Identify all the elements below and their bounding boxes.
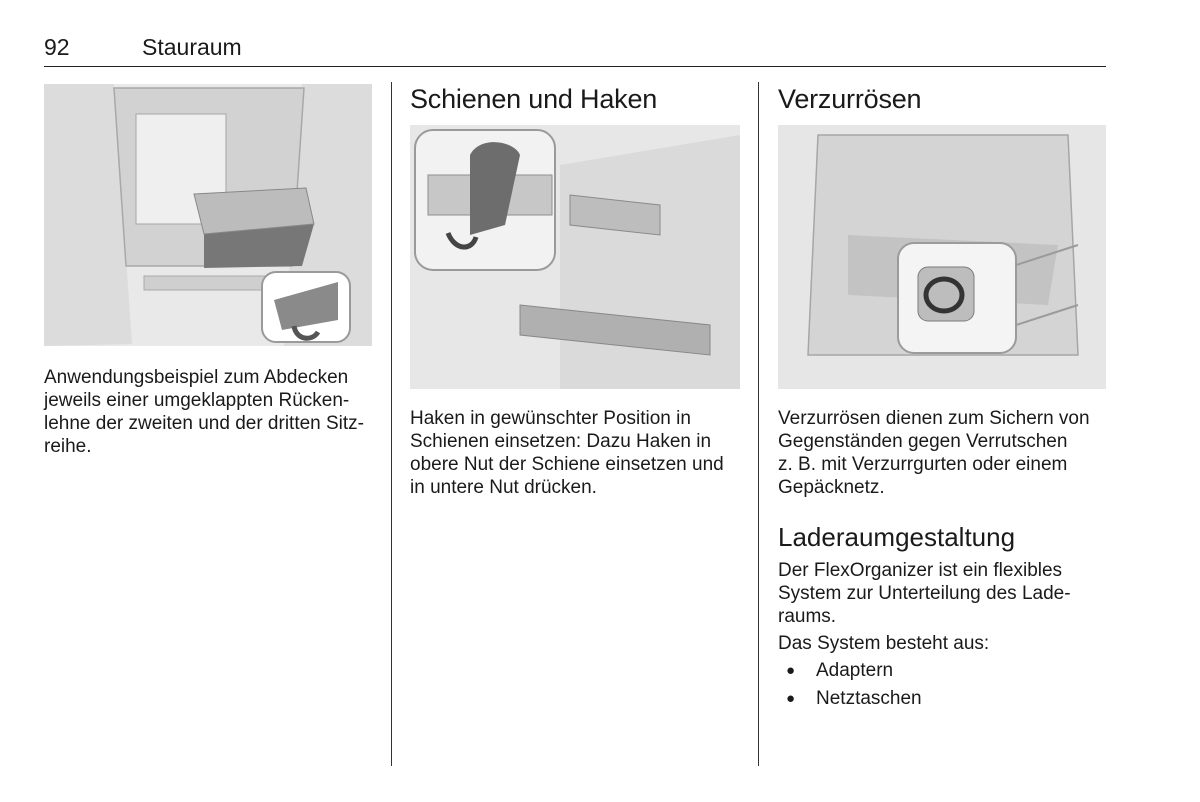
heading-verzurroesen: Verzurrösen bbox=[778, 84, 922, 114]
lashing-eye-description: Verzurrösen dienen zum Sichern von Gegenständen gegen Verrutschen z. B. mit Verzurrgurten oder einem Gepäcknetz. bbox=[778, 408, 1090, 498]
flexorganizer-description: Der FlexOrganizer ist ein flexibles System zur Unterteilung des Lade- raums. bbox=[778, 560, 1071, 627]
section-title: Stauraum bbox=[142, 34, 242, 60]
page-number: 92 bbox=[44, 34, 70, 60]
page-header bbox=[44, 34, 1106, 67]
rail-and-hook-illustration bbox=[410, 125, 740, 389]
heading-laderaumgestaltung: Laderaumgestaltung bbox=[778, 522, 1016, 552]
heading-schienen-und-haken: Schienen und Haken bbox=[410, 84, 658, 114]
component-list bbox=[778, 657, 1098, 713]
column-divider-1 bbox=[391, 82, 392, 766]
cargo-area-folded-seat-illustration bbox=[44, 84, 372, 346]
lashing-eye-illustration bbox=[778, 125, 1106, 389]
list-item: ● Netztaschen bbox=[778, 685, 1098, 713]
rail-hook-instructions: Haken in gewünschter Position in Schienen einsetzen: Dazu Haken in obere Nut der Schiene einsetzen und in untere Nut drücken. bbox=[410, 408, 724, 498]
list-item: ● Adaptern bbox=[778, 657, 1098, 685]
system-consists-of: Das System besteht aus: bbox=[778, 633, 990, 654]
figure-caption-1: Anwendungsbeispiel zum Abdecken jeweils einer umgeklappten Rücken- lehne der zweiten und der dritten Sitz- reihe. bbox=[44, 367, 365, 457]
column-divider-2 bbox=[758, 82, 759, 766]
